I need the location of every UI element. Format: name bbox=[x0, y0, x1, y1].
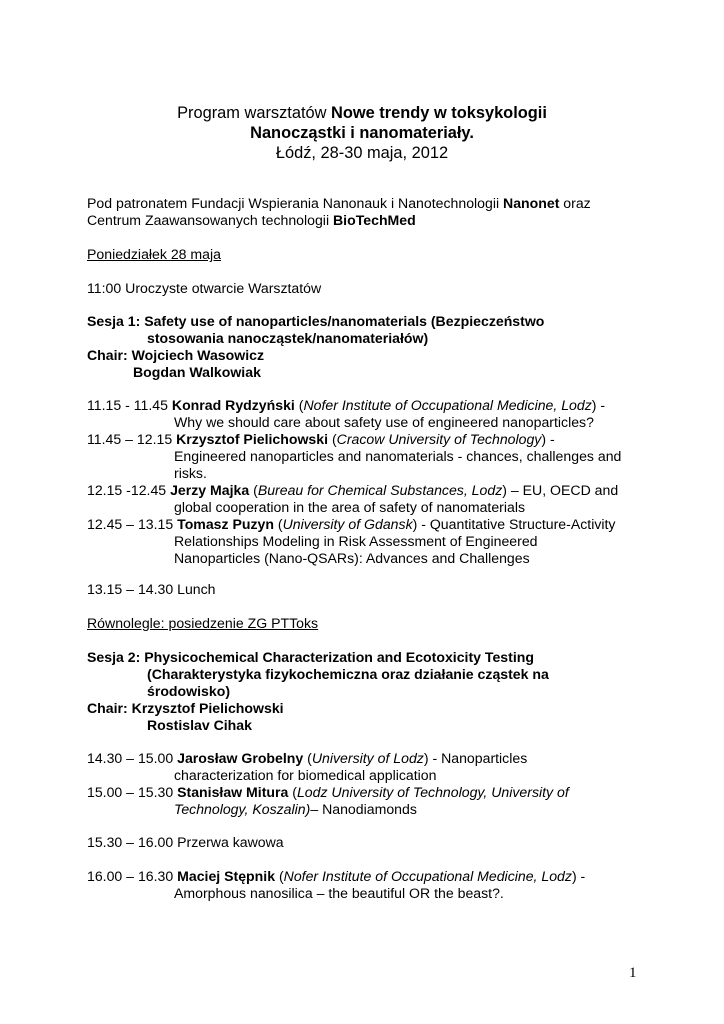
talk-item: 15.00 – 15.30 Stanisław Mitura (Lodz University of Technology, University of Technology, Koszalin)– Nanodiamonds bbox=[87, 784, 569, 817]
title-line-2: Nanocząstki i nanomateriały. bbox=[250, 124, 474, 142]
title-line-1: Program warsztatów Nowe trendy w toksykologii bbox=[177, 104, 547, 122]
speaker: Stanisław Mitura bbox=[177, 784, 289, 800]
affiliation: University of Gdansk bbox=[282, 516, 413, 532]
affiliation: University of Lodz bbox=[311, 750, 424, 766]
speaker: Krzysztof Pielichowski bbox=[176, 431, 329, 447]
affiliation: Nofer Institute of Occupational Medicine, Lodz bbox=[283, 868, 572, 884]
talk-item: 14.30 – 15.00 Jarosław Grobelny (University of Lodz) - Nanoparticles characterization for biomedical application bbox=[87, 750, 528, 783]
coffee-break: 15.30 – 16.00 Przerwa kawowa bbox=[87, 834, 284, 850]
affiliation: Nofer Institute of Occupational Medicine, Lodz bbox=[303, 397, 592, 413]
title-line-3: Łódź, 28-30 maja, 2012 bbox=[275, 144, 449, 162]
session-1-talks bbox=[87, 397, 640, 567]
opening: 11:00 Uroczyste otwarcie Warsztatów bbox=[87, 280, 322, 296]
talk-item: 12.45 – 13.15 Tomasz Puzyn (University of Gdansk) - Quantitative Structure-Activity Relationships Modeling in Risk Assessment of Engineered Nanoparticles (Nano-QSARs): Advances and Challenges bbox=[87, 516, 616, 566]
day-heading: Poniedziałek 28 maja bbox=[87, 246, 221, 262]
page-number: 1 bbox=[629, 965, 637, 981]
affiliation: Bureau for Chemical Substances, Lodz bbox=[257, 482, 503, 498]
talk-item: 11.45 – 12.15 Krzysztof Pielichowski (Cracow University of Technology) - Engineered nanoparticles and nanomaterials - chances, challenges and risks. bbox=[87, 431, 622, 481]
talk-item: 16.00 – 16.30 Maciej Stępnik (Nofer Institute of Occupational Medicine, Lodz) - Amorphous nanosilica – the beautiful OR the beast?. bbox=[87, 868, 586, 901]
affiliation: Cracow University of Technology bbox=[336, 431, 542, 447]
session-2-header: Sesja 2: Physicochemical Characterization and Ecotoxicity Testing (Charakterystyka fizykochemiczna oraz działanie cząstek na środowisko) Chair: Krzysztof Pielichowski Rostislav Cihak bbox=[87, 649, 640, 734]
session-2-talks bbox=[87, 750, 640, 818]
speaker: Jarosław Grobelny bbox=[177, 750, 304, 766]
talk-item: 12.15 -12.45 Jerzy Majka (Bureau for Chemical Substances, Lodz) – EU, OECD and global cooperation in the area of safety of nanomaterials bbox=[87, 482, 619, 515]
patronage: Pod patronatem Fundacji Wspierania Nanonauk i Nanotechnologii Nanonet oraz Centrum Zaawansowanych technologii BioTechMed bbox=[87, 195, 591, 228]
talk-item: 11.15 - 11.45 Konrad Rydzyński (Nofer Institute of Occupational Medicine, Lodz) - Why we should care about safety use of engineered nanoparticles? bbox=[87, 397, 606, 430]
speaker: Tomasz Puzyn bbox=[177, 516, 274, 532]
speaker: Konrad Rydzyński bbox=[171, 397, 295, 413]
session-1-chair: Chair: Wojciech Wasowicz bbox=[87, 347, 264, 363]
workshop-name: Nowe trendy w toksykologii bbox=[331, 104, 547, 122]
affiliation: Lodz University of Technology, University of bbox=[296, 784, 569, 800]
lunch: 13.15 – 14.30 Lunch bbox=[87, 581, 216, 597]
session-2-chair: Chair: Krzysztof Pielichowski bbox=[87, 700, 284, 716]
session-1-header: Sesja 1: Safety use of nanoparticles/nanomaterials (Bezpieczeństwo stosowania nanocząstek/nanomateriałów) Chair: Wojciech Wasowicz Bogdan Walkowiak bbox=[87, 313, 640, 381]
parallel-meeting: Równolegle: posiedzenie ZG PTToks bbox=[87, 615, 319, 631]
speaker: Jerzy Majka bbox=[170, 482, 250, 498]
document-title bbox=[0, 103, 724, 163]
speaker: Maciej Stępnik bbox=[177, 868, 276, 884]
